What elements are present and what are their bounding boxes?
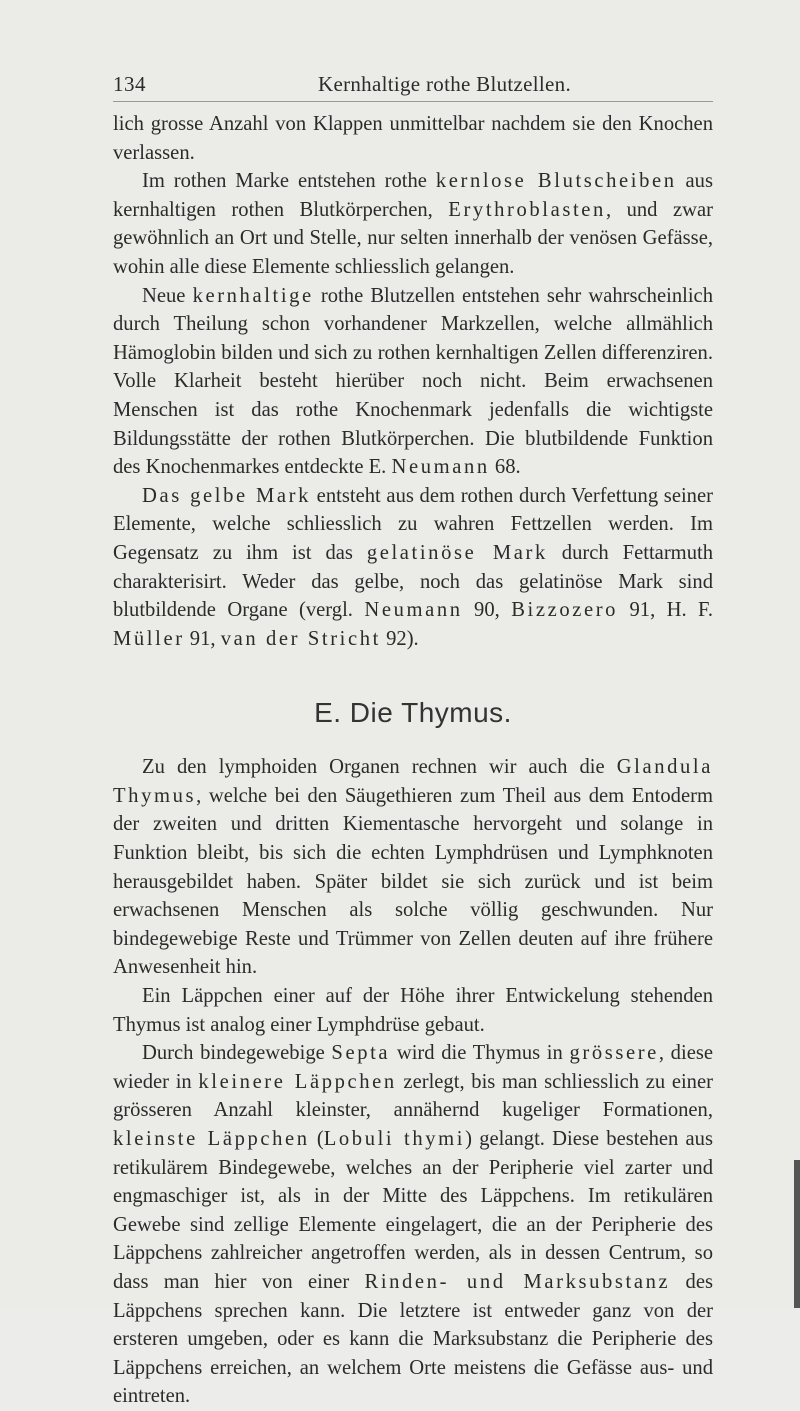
scan-edge-shadow <box>794 1160 800 1308</box>
paragraph-red-marrow <box>113 167 713 281</box>
paragraph-nucleated-cells <box>113 282 713 482</box>
section-heading: E. Die Thymus. <box>314 697 512 729</box>
page-number: 134 <box>113 72 146 96</box>
spaced-term: Lobuli thymi <box>323 1128 466 1150</box>
author-name: Müller <box>113 627 185 650</box>
text-run: wird die Thymus in <box>390 1042 570 1065</box>
text-run: 91, H. F. <box>618 599 713 622</box>
page-body <box>113 110 713 1411</box>
text-run: Im rothen Marke entstehen rothe <box>142 170 436 193</box>
text-run: zerlegt, bis man schliesslich zu einer grösseren Anzahl kleinster, annähernd kugeliger Formationen, <box>113 1070 713 1122</box>
text-run: entsteht aus dem rothen durch Verfettung seiner Elemente, welche schliesslich zu wahren Fettzellen werden. Im Gegensatz zu ihm ist das <box>113 484 713 564</box>
text-run: rothe Blutzellen entstehen sehr wahrscheinlich durch Theilung schon vorhandener Markzellen, welche allmählich Hämoglobin bilden und sich zu rothen kernhaltigen Zellen differenziren. Volle Klarheit besteht hierüber noch nicht. Beim erwachsenen Menschen ist das rothe Knochenmark jedenfalls die wichtigste Bildungsstätte der rothen Blutkörperchen. Die blutbildende Funktion des Knochenmarkes entdeckte E. <box>113 284 713 479</box>
text-run: des Läppchens sprechen kann. Die letztere ist entweder ganz von der ersteren umgeben, oder es kann die Marksubstanz die Peripherie des Läppchens erreichen, an welchem Orte meistens die Gefässe aus- und eintreten. <box>113 1270 713 1408</box>
header-rule <box>113 101 713 102</box>
author-name: Neumann <box>364 599 463 622</box>
text-run: 92). <box>380 627 419 650</box>
running-title: Kernhaltige rothe Blutzellen. <box>318 72 572 96</box>
spaced-term: kleinste Läppchen <box>113 1128 310 1150</box>
text-run: 68. <box>489 456 521 479</box>
text-run: 90, <box>462 599 512 622</box>
text-run: , diese wieder in <box>113 1042 713 1093</box>
spaced-term: grössere <box>569 1042 659 1065</box>
spaced-term: kleinere Läppchen <box>198 1070 397 1093</box>
text-run: aus kernhaltigen rothen Blutkörperchen, <box>113 170 713 221</box>
text-run: 91, <box>184 627 221 650</box>
text-run: , und zwar gewöhnlich an Ort und Stelle, nur selten innerhalb der venösen Gefässe, wohin alle diese Elemente schliesslich gelangen. <box>113 198 713 278</box>
spaced-term: Das gelbe Mark <box>142 484 311 507</box>
text-run: ( <box>309 1128 324 1150</box>
text-run: Zu den lymphoiden Organen rechnen wir auch die <box>142 756 617 779</box>
paragraph-septa <box>113 1039 713 1411</box>
page-header <box>113 72 713 102</box>
spaced-term: Rinden- und Marksubstanz <box>364 1270 671 1293</box>
text-run: Neue <box>142 284 193 307</box>
author-name: Bizzozero <box>511 599 619 622</box>
paragraph-yellow-marrow <box>113 482 713 654</box>
spaced-term: Glandula Thymus <box>113 756 713 807</box>
text-run: ) gelangt. Diese bestehen aus retikulärem Bindegewebe, welches an der Peripherie viel zarter und engmaschiger ist, als in der Mitte des Läppchens. Im retikulären Gewebe sind zellige Elemente eingelagert, die an der Peripherie des Läppchens zahlreicher angetroffen werden, als in dessen Centrum, so dass man hier von einer <box>113 1128 713 1293</box>
paragraph-lobule: Ein Läppchen einer auf der Höhe ihrer Entwickelung stehenden Thymus ist analog einer Lymphdrüse gebaut. <box>113 985 713 1036</box>
text-run: durch Fettarmuth charakterisirt. Weder das gelbe, noch das gelatinöse Mark sind blutbildende Organe (vergl. <box>113 541 714 622</box>
spaced-term: kernhaltige <box>192 284 314 307</box>
author-name: van der Stricht <box>220 627 381 650</box>
spaced-term: kernlose Blutscheiben <box>435 170 677 193</box>
paragraph-continuation: lich grosse Anzahl von Klappen unmittelbar nachdem sie den Knochen verlassen. <box>113 113 713 164</box>
paragraph-thymus-intro <box>113 753 713 982</box>
text-run: , welche bei den Säugethieren zum Theil aus dem Entoderm der zweiten und dritten Kiementasche hervorgeht und solange in Funktion bleibt, bis sich die echten Lymphdrüsen und Lymphknoten herausgebildet haben. Später bildet sie sich zurück und ist beim erwachsenen Menschen als solche völlig geschwunden. Nur bindegewebige Reste und Trümmer von Zellen deuten auf ihre frühere Anwesenheit hin. <box>113 784 713 979</box>
spaced-term: Septa <box>331 1042 391 1065</box>
spaced-term: Erythroblasten <box>448 198 606 221</box>
text-run: Durch bindegewebige <box>142 1042 332 1065</box>
spaced-term: gelatinöse Mark <box>366 541 548 564</box>
author-name: Neumann <box>391 456 490 479</box>
